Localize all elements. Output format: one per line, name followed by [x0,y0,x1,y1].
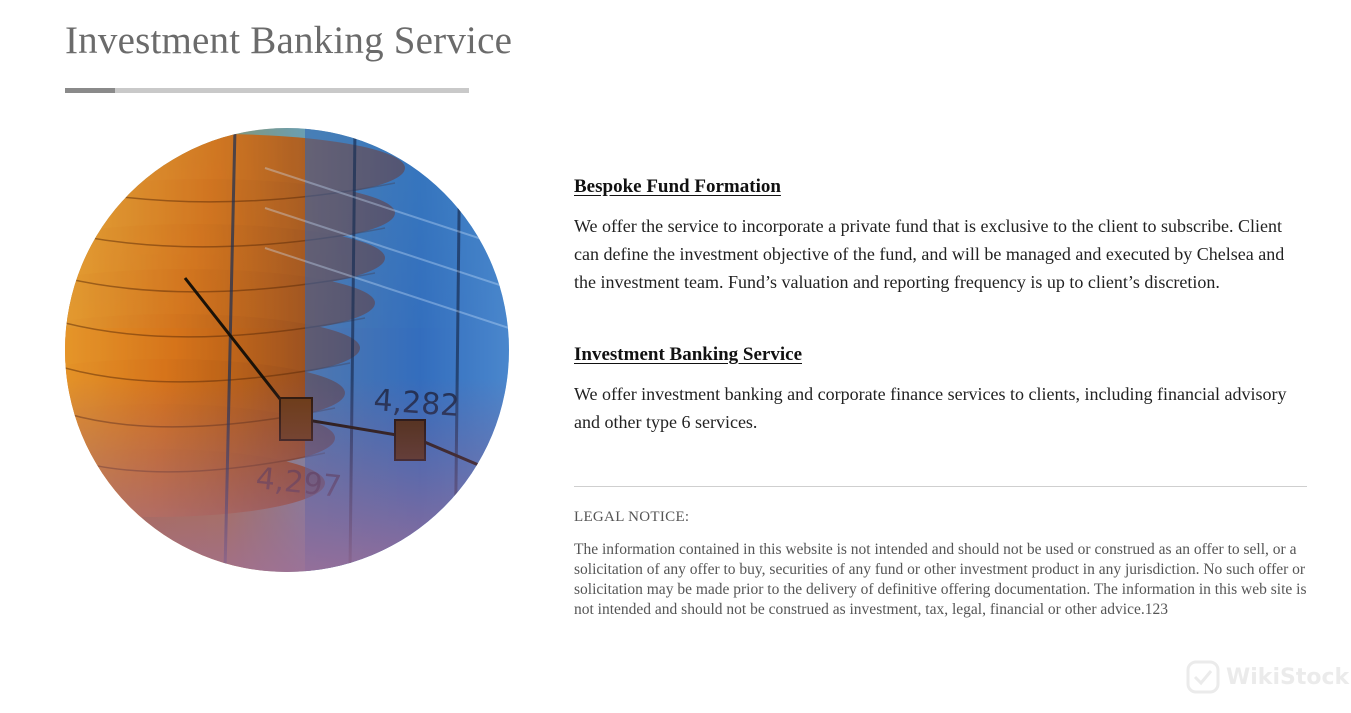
hero-image [65,128,509,572]
page-title: Investment Banking Service [65,19,513,62]
legal-heading: LEGAL NOTICE: [574,509,690,525]
wikistock-logo-icon [1186,660,1220,694]
title-underline-accent [65,88,115,93]
section-body: We offer the service to incorporate a private fund that is exclusive to the client to subscribe. Client can define the investment objective of the fund, and will be managed and executed by Chelsea and the investment team. Fund’s valuation and reporting frequency is up to client’s discretion. [574,216,1285,292]
watermark-text: WikiStock [1226,664,1350,690]
section-heading: Investment Banking Service [574,344,802,365]
watermark [1186,660,1349,694]
section-bespoke-fund [574,176,1308,296]
section-heading: Bespoke Fund Formation [574,176,781,197]
legal-body: The information contained in this website is not intended and should not be used or construed as an offer to sell, or a solicitation of any offer to buy, securities of any fund or other investment product in any jurisdiction. No such offer or solicitation may be made prior to the delivery of definitive offering documentation. The information in this web site is not intended and should not be construed as investment, tax, legal, financial or other advice.123 [574,541,1307,618]
divider [574,486,1307,487]
content [574,176,1308,620]
stock-market-coins-image [65,128,509,572]
section-body: We offer investment banking and corporate finance services to clients, including financial advisory and other type 6 services. [574,384,1287,432]
title-underline [65,88,469,93]
section-investment-banking [574,344,1308,436]
